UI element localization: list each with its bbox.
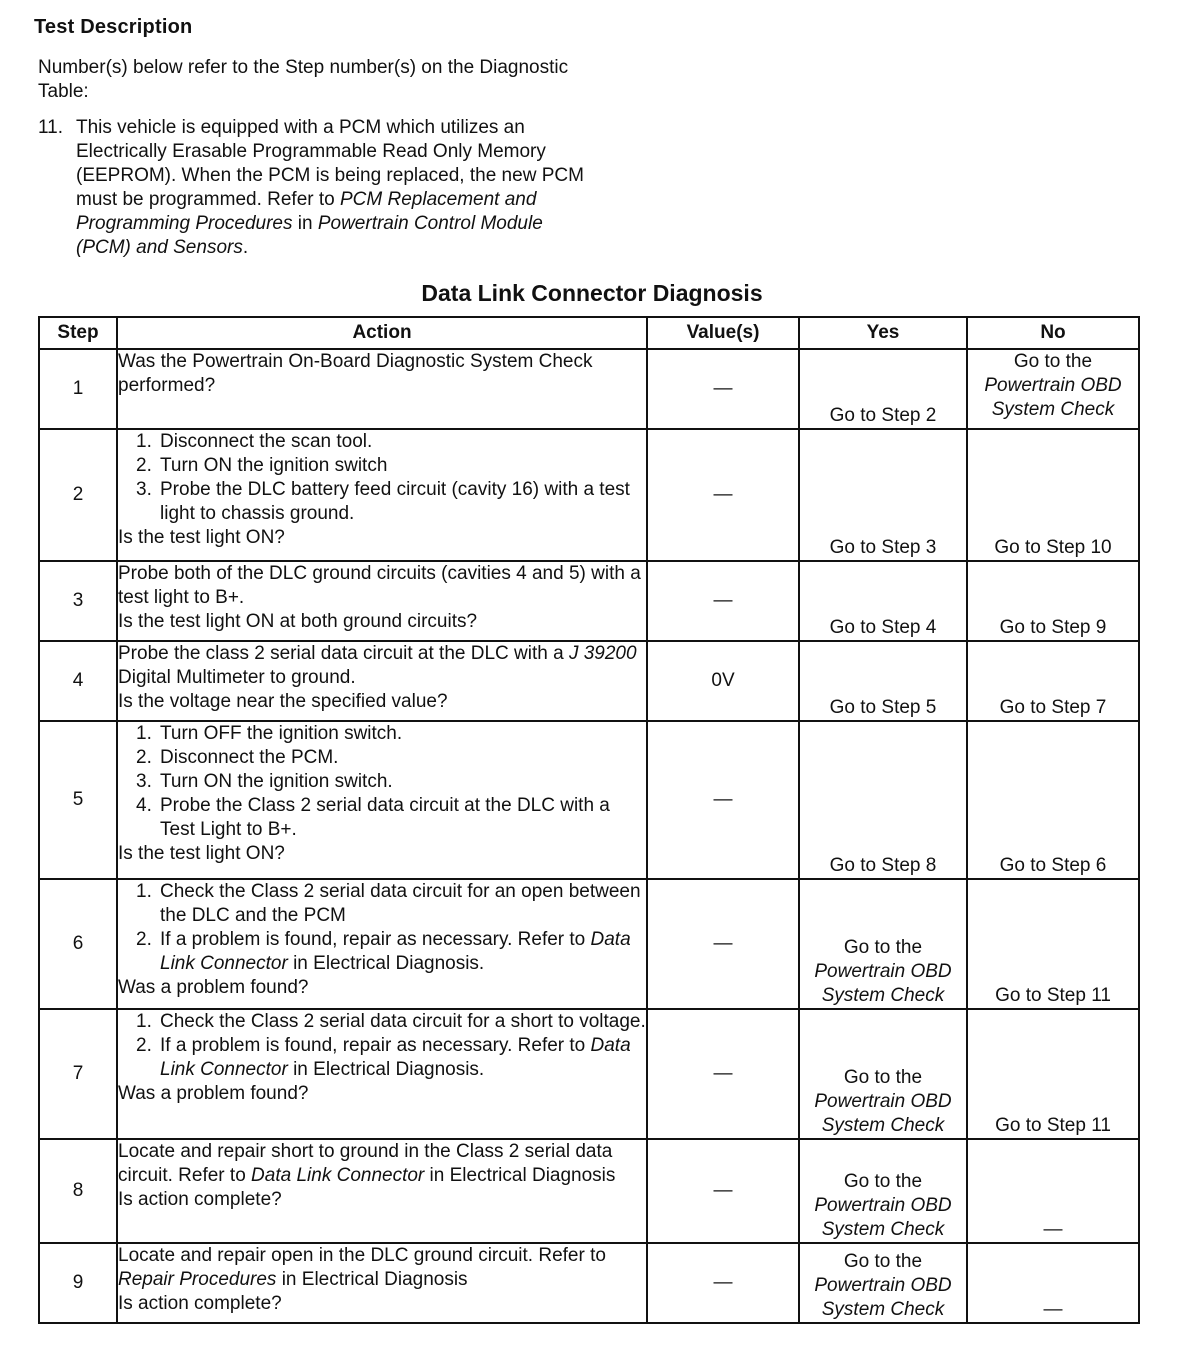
action-step-text: Turn OFF the ignition switch. [160,723,403,744]
action-step: 2. Disconnect the PCM. [136,747,339,768]
action-steps [118,430,646,526]
note-reference-pcm-replacement: PCM Replacement and Programming Procedures [76,189,537,234]
yes-cell [799,1243,967,1323]
yes-line1: Go to the [843,1171,923,1192]
action-text-post: Digital Multimeter to ground. [118,667,356,688]
table-title: Data Link Connector Diagnosis [421,280,763,306]
action-step: 1. Check the Class 2 serial data circuit for an open between the DLC and the PCM [136,881,641,926]
no-cell: Go to Step 11 [967,1009,1139,1139]
no-cell: Go to Step 6 [967,721,1139,879]
yes-cell: Go to Step 3 [799,429,967,561]
action-question: Is the test light ON? [118,843,285,864]
yes-cell: Go to Step 4 [799,561,967,641]
yes-line1: Go to the [843,937,923,958]
no-cell: Go to Step 9 [967,561,1139,641]
document-reference: Data Link Connector [251,1165,425,1186]
no-cell: — [967,1243,1139,1323]
value-cell: — [647,1009,799,1139]
yes-reference: Powertrain OBD System Check [814,1195,952,1240]
header-values: Value(s) [647,317,799,349]
yes-reference: Powertrain OBD System Check [814,1091,952,1136]
action-cell [117,1009,647,1139]
note-connector: in [292,213,318,234]
no-cell: Go to Step 10 [967,429,1139,561]
action-cell [117,1139,647,1243]
action-text-post: in Electrical Diagnosis [276,1269,468,1290]
note-number: 11. [38,117,64,138]
document-reference: Data Link Connector [160,1035,631,1080]
value-cell: — [647,349,799,429]
action-step-text: If a problem is found, repair as necessary. Refer to [160,929,591,950]
action-step: 3. Probe the DLC battery feed circuit (cavity 16) with a test light to chassis ground. [136,479,630,524]
table-row [39,561,1139,641]
action-cell [117,561,647,641]
action-text: Locate and repair open in the DLC ground circuit. Refer to [118,1245,606,1266]
action-steps [118,1010,646,1082]
table-row [39,641,1139,721]
document-reference: Data Link Connector [160,929,631,974]
header-no: No [967,317,1139,349]
note-text [76,116,598,260]
header-step: Step [39,317,117,349]
no-cell: Go to Step 11 [967,879,1139,1009]
table-row [39,1243,1139,1323]
action-step: 2. If a problem is found, repair as necessary. Refer to Data Link Connector in Electrical Diagnosis. [136,1035,631,1080]
action-step-text: Probe the DLC battery feed circuit (cavity 16) with a test light to chassis ground. [160,479,630,524]
no-cell: — [967,1139,1139,1243]
action-cell [117,349,647,429]
action-cell [117,879,647,1009]
action-steps [118,722,646,842]
action-step-text: Disconnect the scan tool. [160,431,373,452]
action-step: 3. Turn ON the ignition switch. [136,771,393,792]
note-end: . [242,237,249,258]
action-question: Is action complete? [118,1189,282,1210]
note-body: This vehicle is equipped with a PCM which utilizes an Electrically Erasable Programmable Read Only Memory (EEPROM). When the PCM is being replaced, the new PCM must be programmed. Refer to [76,117,584,210]
value-cell: — [647,1243,799,1323]
yes-cell [799,879,967,1009]
yes-cell [799,1009,967,1139]
note-reference-pcm-sensors: Powertrain Control Module (PCM) and Sensors [76,213,543,258]
no-line1: Go to the [1013,351,1093,372]
action-text: Probe the class 2 serial data circuit at the DLC with a [118,643,569,664]
step-number: 3 [39,561,117,641]
step-number: 2 [39,429,117,561]
tool-reference: J 39200 [568,643,637,664]
action-question: Was a problem found? [118,1083,309,1104]
diagnostic-table [38,316,1140,1324]
action-step-text-post: in Electrical Diagnosis. [287,1059,485,1080]
action-cell [117,1243,647,1323]
value-cell: — [647,721,799,879]
step-number: 6 [39,879,117,1009]
table-row [39,879,1139,1009]
step-number: 5 [39,721,117,879]
action-cell [117,721,647,879]
action-step: 2. Turn ON the ignition switch [136,455,388,476]
value-cell: — [647,1139,799,1243]
test-description-note [38,116,598,260]
step-number: 1 [39,349,117,429]
action-step: 4. Probe the Class 2 serial data circuit at the DLC with a Test Light to B+. [136,795,610,840]
step-number: 7 [39,1009,117,1139]
yes-cell: Go to Step 2 [799,349,967,429]
action-text-post: in Electrical Diagnosis [424,1165,616,1186]
action-step: 2. If a problem is found, repair as necessary. Refer to Data Link Connector in Electrical Diagnosis. [136,929,631,974]
table-row [39,429,1139,561]
table-row [39,1009,1139,1139]
step-number: 9 [39,1243,117,1323]
yes-reference: Powertrain OBD System Check [814,1275,952,1320]
yes-cell: Go to Step 5 [799,641,967,721]
yes-line1: Go to the [843,1067,923,1088]
value-cell: — [647,561,799,641]
action-step-text: Disconnect the PCM. [160,747,339,768]
yes-line1: Go to the [843,1251,923,1272]
action-steps [118,880,646,976]
action-step-text-post: in Electrical Diagnosis. [287,953,485,974]
action-text: Locate and repair short to ground in the Class 2 serial data circuit. Refer to [118,1141,613,1186]
action-step-text: Probe the Class 2 serial data circuit at the DLC with a Test Light to B+. [160,795,610,840]
action-question: Was a problem found? [118,977,309,998]
action-text: Probe both of the DLC ground circuits (cavities 4 and 5) with a test light to B+. [118,563,641,608]
table-row [39,1139,1139,1243]
value-cell: — [647,879,799,1009]
step-number: 8 [39,1139,117,1243]
action-text: Was the Powertrain On-Board Diagnostic System Check performed? [118,351,593,396]
document-reference: Repair Procedures [118,1269,277,1290]
header-yes: Yes [799,317,967,349]
action-question: Is the voltage near the specified value? [118,691,448,712]
action-question: Is the test light ON? [118,527,285,548]
step-number: 4 [39,641,117,721]
header-action: Action [117,317,647,349]
value-cell: — [647,429,799,561]
action-cell [117,641,647,721]
yes-cell [799,1139,967,1243]
no-reference: Powertrain OBD System Check [984,375,1122,420]
value-cell: 0V [647,641,799,721]
action-step-text: Check the Class 2 serial data circuit for an open between the DLC and the PCM [160,881,641,926]
test-description-intro: Number(s) below refer to the Step number(s) on the Diagnostic Table: [38,57,569,102]
table-row [39,721,1139,879]
table-header-row [39,317,1139,349]
test-description-heading: Test Description [34,16,193,38]
action-step-text: Turn ON the ignition switch [160,455,388,476]
action-step-text: If a problem is found, repair as necessary. Refer to [160,1035,591,1056]
action-step: 1. Disconnect the scan tool. [136,431,373,452]
yes-cell: Go to Step 8 [799,721,967,879]
no-cell [967,349,1139,429]
action-cell [117,429,647,561]
action-step: 1. Turn OFF the ignition switch. [136,723,403,744]
no-cell: Go to Step 7 [967,641,1139,721]
action-step-text: Turn ON the ignition switch. [160,771,393,792]
table-row [39,349,1139,429]
action-step-text: Check the Class 2 serial data circuit for a short to voltage. [160,1011,646,1032]
action-step: 1. Check the Class 2 serial data circuit for a short to voltage. [136,1011,646,1032]
action-question: Is action complete? [118,1293,282,1314]
yes-reference: Powertrain OBD System Check [814,961,952,1006]
action-question: Is the test light ON at both ground circuits? [118,611,478,632]
